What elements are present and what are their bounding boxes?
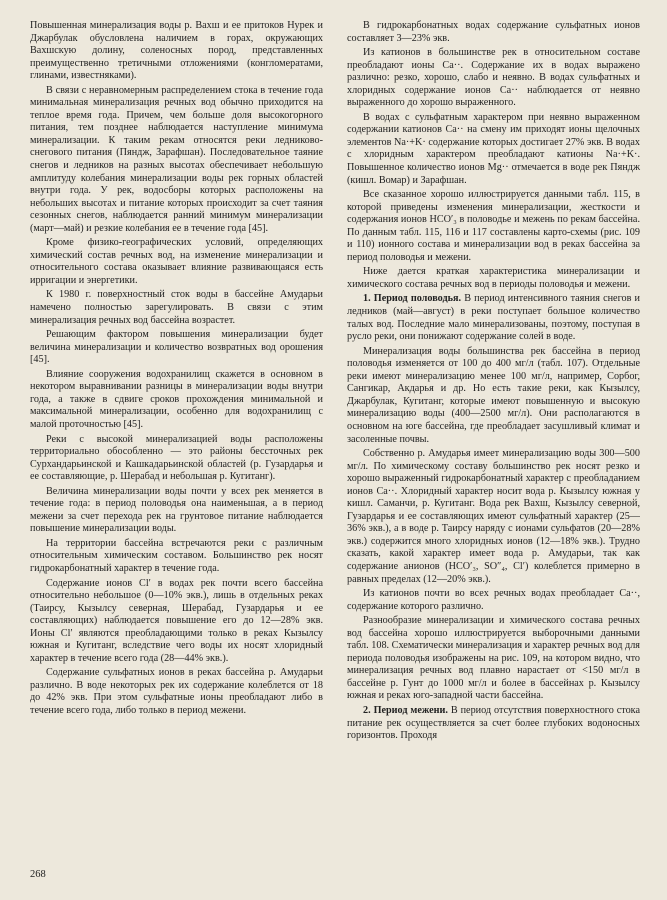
right-column-paragraph bbox=[347, 615, 640, 703]
left-column-paragraph bbox=[30, 85, 323, 236]
right-column-paragraph bbox=[347, 47, 640, 110]
paragraph-text: В связи с неравномерным распределением стока в течение года минимальная минерализация речных вод обычно приходится на теплое время года. Причем, чем больше доля высокогорного питания, тем позднее наблюдается наступление минимума минерализации. К таким рекам относятся реки ледниково-снегового питания (Пяндж, Зарафшан). Последовательное таяние снегов и ледников на разных высотах обеспечивает небольшую амплитуду колебания минерализации воды рек горных областей внутри года. У рек, водосборы которых расположены на небольших высотах и питание которых происходит за счет таяния сезонных снегов, наблюдается ранний минимум минерализации (март—май) и резкие колебания ее в течение года [45]. bbox=[30, 84, 323, 234]
right-column-paragraph bbox=[347, 112, 640, 187]
paragraph-text: Ниже дается краткая характеристика минерализации и химического состава речных вод в периоды половодья и межени. bbox=[347, 266, 640, 290]
page-number: 268 bbox=[30, 869, 46, 880]
paragraph-text: В водах с сульфатным характером при неявно выраженном содержании катионов Ca·· на смену им приходят ионы щелочных элементов Na·+K· содержание которых достигает 27% экв. В водах с хлоридным характером преобладают катионы Na·+K·. Повышенное количество ионов Mg·· отмечается в воде рек Пяндж (кишл. Вомар) и Зарафшан. bbox=[347, 111, 640, 186]
right-column-paragraph bbox=[347, 346, 640, 446]
paragraph-text: К 1980 г. поверхностный сток воды в бассейне Амударьи намечено полностью зарегулировать. В связи с этим минерализация речных вод бассейна возрастет. bbox=[30, 289, 323, 326]
left-column-paragraph bbox=[30, 578, 323, 666]
paragraph-text: В период отсутствия поверхностного стока питание рек осуществляется за счет более глубоких водоносных горизонтов. Проходя bbox=[347, 704, 640, 742]
paragraph-text: Величина минерализации воды почти у всех рек меняется в течение года: в период половодья она наименьшая, а в период межени за счет перехода рек на грунтовое питание наблюдается повышение минерализации воды. bbox=[30, 485, 323, 535]
left-column-paragraph bbox=[30, 486, 323, 536]
right-column-paragraph bbox=[347, 588, 640, 613]
paragraph-text: Собственно р. Амударья имеет минерализацию воды 300—500 мг/л. По химическому составу большинство рек носят резко и хорошо выраженный гидрокарбонатный характер с преобладанием ионов Ca··. Хлоридный характер носит вода р. Кызылсу южная у кишл. Саманчи, р. Кугитанг. Вода рек Вахш, Кызылсу северной, Гузардарья и ее составляющих имеют сульфатный характер (25—36% экв.), а в воде р. Таирсу наряду с ионами сульфатов (20—28% экв.) содержится много хлоридных ионов (12—18% экв.). Трудно сказать, какой характер имеет вода р. Амударьи, так как содержание анионов (HCO′₃, SO″₄, Cl′) колеблется примерно в равных пределах (12—20% экв.). bbox=[347, 448, 640, 585]
right-column-paragraph bbox=[347, 20, 640, 45]
paragraph-text: В гидрокарбонатных водах содержание сульфатных ионов составляет 3—23% экв. bbox=[347, 20, 640, 44]
paragraph-text: В период интенсивного таяния снегов и ледников (май—август) в реки поступает большое количество талых вод. Последние мало минерализованы, поэтому, поступая в русло реки, они понижают содержание солей в воде. bbox=[347, 293, 640, 343]
paragraph-text: Кроме физико-географических условий, определяющих химический состав речных вод, на изменение минерализации и относительного состава оказывает влияние развивающаяся есть ирригации и энергетики. bbox=[30, 237, 323, 286]
right-column bbox=[347, 20, 640, 743]
paragraph-text: Из катионов в большинстве рек в относительном составе преобладают ионы Ca··. Содержание их в водах выражено различно: резко, хорошо, слабо и неявно. В водах сульфатных и хлоридных содержание ионов Ca·· наблюдается от неявно выраженного до хорошо выраженного. bbox=[347, 47, 640, 109]
left-column-paragraph bbox=[30, 667, 323, 717]
paragraph-text: Разнообразие минерализации и химического состава речных вод бассейна хорошо иллюстрируется выборочными данными табл. 108. Схематически минерализация и характер речных вод для периода половодья изображены на рис. 109, на котором видно, что минерализация речных вод плавно нарастает от <150 мг/л в бассейне р. Гунт до 1000 мг/л и более в бассейнах р. Кызылсу южная и реках юго-западной части бассейна. bbox=[347, 615, 640, 702]
right-column-paragraph bbox=[347, 189, 640, 264]
paragraph-text: Содержание ионов Cl′ в водах рек почти всего бассейна относительно небольшое (0—10% экв.), лишь в отдельных реках (Таирсу, Кызылсу северная, Шерабад, Гузардарья и ее составляющих) наблюдается повышение его до 12—28% экв. Ионы Cl′ являются преобладающими только в реках Кызылсу южная и Кугитанг, вследствие чего воды их носят хлоридный характер в течение всего года (28—44% экв.). bbox=[30, 577, 323, 664]
left-column-paragraph bbox=[30, 538, 323, 576]
paragraph-text: Из катионов почти во всех речных водах преобладает Ca··, содержание которого различно. bbox=[347, 588, 640, 612]
right-column-paragraph bbox=[347, 448, 640, 586]
right-column-paragraph bbox=[347, 266, 640, 291]
paragraph-text: Минерализация воды большинства рек бассейна в период половодья изменяется от 100 до 400 мг/л (табл. 107). Отдельные реки имеют минерализацию менее 100 мг/л, например, Сорбог, Сангикар, Акдарья и др. Но есть такие реки, как Кызылсу, Джарбулак, Кугитанг, которые имеют повышенную и высокую минерализацию воды (400—2500 мг/л). Они располагаются в основном на юге бассейна, где преобладает засушливый климат и засоленные почвы. bbox=[347, 345, 640, 445]
left-column-paragraph bbox=[30, 20, 323, 83]
paragraph-text: Решающим фактором повышения минерализации будет величина минерализации и количество возвратных вод орошения [45]. bbox=[30, 329, 323, 366]
left-column-paragraph bbox=[30, 369, 323, 432]
left-column-paragraph bbox=[30, 289, 323, 327]
paragraph-text: Все сказанное хорошо иллюстрируется данными табл. 115, в которой приведены изменения минерализации, жесткости и содержания ионов HCO′₃ в половодье и межень по рекам бассейна. По данным табл. 115, 116 и 117 составлены карто-схемы (рис. 109 и 110) ионного состава и минерализации вод в реках бассейна за период половодья и межени. bbox=[347, 189, 640, 263]
paragraph-text: Влияние сооружения водохранилищ скажется в основном в некотором выравнивании разницы в минерализации воды внутри года, а также в сдвиге сроков прохождения минимальной и максимальной минерализации, особенно для водохранилищ с малой проточностью [45]. bbox=[30, 368, 323, 430]
section-heading: 1. Период половодья. bbox=[363, 293, 462, 305]
right-column-paragraph bbox=[347, 705, 640, 743]
right-column-paragraph bbox=[347, 293, 640, 343]
paragraph-text: Повышенная минерализация воды р. Вахш и ее притоков Нурек и Джарбулак обусловлена наличием в горах, окружающих Вахшскую долину, соленосных пород, представленных преимущественно третичными отложениями (конгломератами, глинами, известняками). bbox=[30, 20, 323, 82]
left-column-paragraph bbox=[30, 237, 323, 287]
paragraph-text: На территории бассейна встречаются реки с различным относительным химическим составом. Большинство рек носят гидрокарбонатный характер в течение года. bbox=[30, 537, 323, 574]
section-heading: 2. Период межени. bbox=[363, 704, 448, 716]
left-column-paragraph bbox=[30, 434, 323, 484]
paragraph-text: Содержание сульфатных ионов в реках бассейна р. Амударьи различно. В воде некоторых рек их содержание колеблется от 18 до 42% экв. При этом сульфатные ионы преобладают либо в течение всего года, либо только в период межени. bbox=[30, 667, 323, 716]
left-column bbox=[30, 20, 323, 718]
left-column-paragraph bbox=[30, 329, 323, 367]
paragraph-text: Реки с высокой минерализацией воды расположены территориально обособленно — это районы бессточных рек Сурхандарьинской и Кашкадарьинской областей (р. Гузардарья и ее составляющие, р. Шерабад и небольшая р. Кугитанг). bbox=[30, 433, 323, 483]
